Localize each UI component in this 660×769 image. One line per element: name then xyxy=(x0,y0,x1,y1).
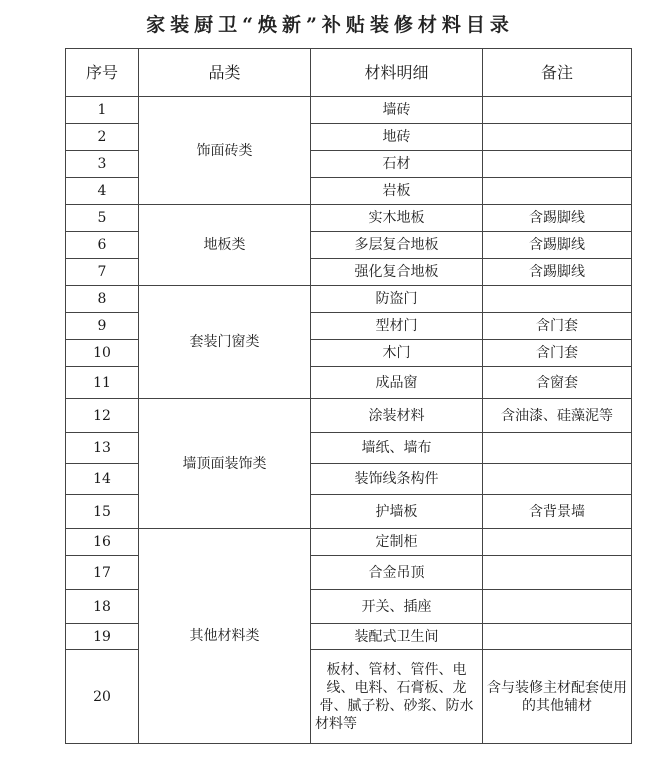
cell-note xyxy=(483,124,632,151)
cell-seq: 16 xyxy=(66,529,139,556)
cell-seq: 18 xyxy=(66,590,139,624)
cell-note: 含与装修主材配套使用的其他辅材 xyxy=(483,650,632,744)
cell-category: 墙顶面装饰类 xyxy=(139,399,311,529)
cell-seq: 14 xyxy=(66,464,139,495)
document-title: 家装厨卫“焕新”补贴装修材料目录 xyxy=(146,14,514,36)
cell-seq: 19 xyxy=(66,624,139,650)
cell-note xyxy=(483,590,632,624)
cell-detail: 型材门 xyxy=(311,313,483,340)
cell-note: 含门套 xyxy=(483,313,632,340)
cell-detail: 定制柜 xyxy=(311,529,483,556)
cell-detail: 合金吊顶 xyxy=(311,556,483,590)
cell-seq: 11 xyxy=(66,367,139,399)
cell-detail: 成品窗 xyxy=(311,367,483,399)
cell-seq: 12 xyxy=(66,399,139,433)
cell-seq: 4 xyxy=(66,178,139,205)
cell-category: 饰面砖类 xyxy=(139,97,311,205)
cell-note: 含踢脚线 xyxy=(483,205,632,232)
table-row xyxy=(66,97,632,124)
cell-seq: 20 xyxy=(66,650,139,744)
cell-seq: 1 xyxy=(66,97,139,124)
cell-seq: 17 xyxy=(66,556,139,590)
cell-note xyxy=(483,624,632,650)
cell-detail: 防盗门 xyxy=(311,286,483,313)
cell-note xyxy=(483,286,632,313)
cell-seq: 13 xyxy=(66,433,139,464)
header-note: 备注 xyxy=(483,49,632,97)
cell-detail: 墙砖 xyxy=(311,97,483,124)
header-seq: 序号 xyxy=(66,49,139,97)
cell-note: 含踢脚线 xyxy=(483,259,632,286)
cell-note: 含门套 xyxy=(483,340,632,367)
cell-detail: 护墙板 xyxy=(311,495,483,529)
cell-detail: 石材 xyxy=(311,151,483,178)
cell-note: 含背景墙 xyxy=(483,495,632,529)
cell-note xyxy=(483,556,632,590)
cell-category: 套装门窗类 xyxy=(139,286,311,399)
cell-detail: 装配式卫生间 xyxy=(311,624,483,650)
header-category: 品类 xyxy=(139,49,311,97)
cell-seq: 7 xyxy=(66,259,139,286)
cell-detail: 强化复合地板 xyxy=(311,259,483,286)
cell-detail: 墙纸、墙布 xyxy=(311,433,483,464)
cell-seq: 8 xyxy=(66,286,139,313)
cell-detail: 多层复合地板 xyxy=(311,232,483,259)
cell-detail: 涂装材料 xyxy=(311,399,483,433)
cell-detail: 装饰线条构件 xyxy=(311,464,483,495)
cell-category: 其他材料类 xyxy=(139,529,311,744)
cell-note xyxy=(483,97,632,124)
cell-detail: 板材、管材、管件、电线、电料、石膏板、龙骨、腻子粉、砂浆、防水材料等 xyxy=(311,650,483,744)
table-row xyxy=(66,205,632,232)
cell-seq: 5 xyxy=(66,205,139,232)
cell-detail: 木门 xyxy=(311,340,483,367)
table-row xyxy=(66,399,632,433)
cell-detail: 开关、插座 xyxy=(311,590,483,624)
cell-seq: 9 xyxy=(66,313,139,340)
cell-seq: 10 xyxy=(66,340,139,367)
cell-note xyxy=(483,529,632,556)
cell-note xyxy=(483,464,632,495)
cell-category: 地板类 xyxy=(139,205,311,286)
cell-note: 含踢脚线 xyxy=(483,232,632,259)
cell-seq: 15 xyxy=(66,495,139,529)
cell-note: 含窗套 xyxy=(483,367,632,399)
header-detail: 材料明细 xyxy=(311,49,483,97)
cell-note: 含油漆、硅藻泥等 xyxy=(483,399,632,433)
cell-note xyxy=(483,433,632,464)
cell-detail: 地砖 xyxy=(311,124,483,151)
cell-seq: 3 xyxy=(66,151,139,178)
table-row xyxy=(66,529,632,556)
cell-seq: 6 xyxy=(66,232,139,259)
table-header-row xyxy=(66,49,632,97)
cell-seq: 2 xyxy=(66,124,139,151)
materials-table xyxy=(65,48,632,744)
cell-note xyxy=(483,178,632,205)
table-row xyxy=(66,286,632,313)
cell-detail: 岩板 xyxy=(311,178,483,205)
cell-detail: 实木地板 xyxy=(311,205,483,232)
cell-note xyxy=(483,151,632,178)
